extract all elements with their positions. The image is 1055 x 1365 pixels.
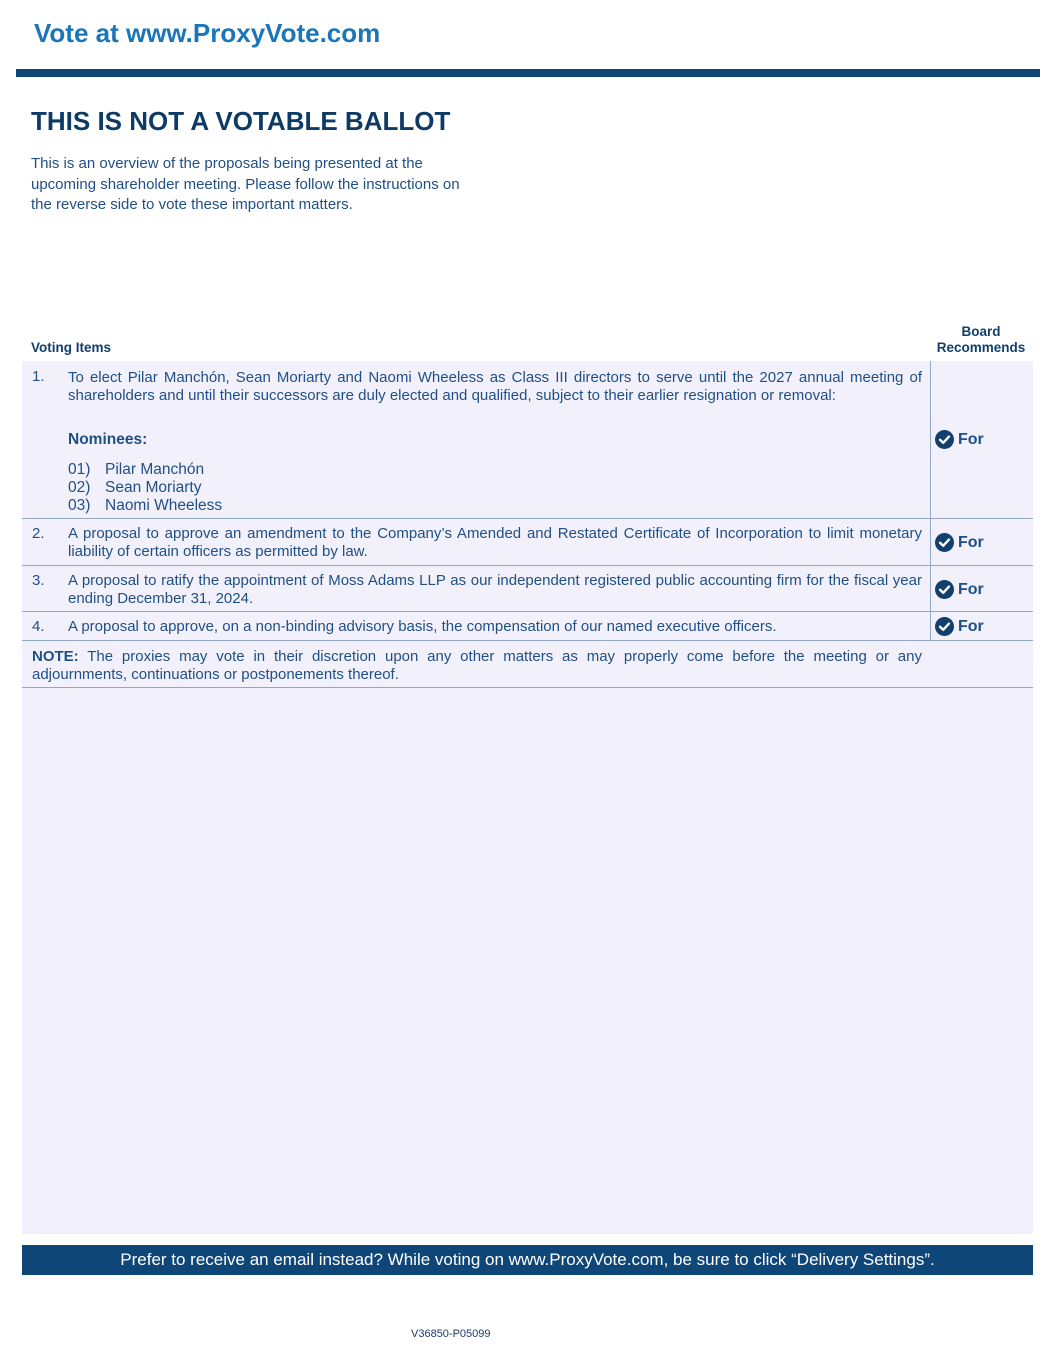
header-line: Recommends: [936, 340, 1026, 355]
note-body: The proxies may vote in their discretion upon any other matters as may properly come before the meeting or any adjournments, continuations or postponements thereof.: [32, 648, 922, 683]
item-text: A proposal to approve an amendment to the Company’s Amended and Restated Certificate of Incorporation to limit monetary liability of certain officers as permitted by law.: [68, 525, 922, 560]
item-text: A proposal to approve, on a non-binding advisory basis, the compensation of our named executive officers.: [68, 618, 777, 635]
nominees-label: Nominees:: [68, 431, 148, 448]
nominee-item: [68, 479, 201, 497]
voting-item-3: [22, 566, 1033, 612]
note-text: [32, 648, 922, 683]
board-recommendation: [935, 617, 984, 636]
email-delivery-banner: Prefer to receive an email instead? While voting on www.ProxyVote.com, be sure to click “Delivery Settings”.: [22, 1245, 1033, 1275]
intro-line: the reverse side to vote these important matters.: [31, 196, 353, 213]
check-circle-icon: [935, 617, 954, 636]
site-title: Vote at www.ProxyVote.com: [34, 18, 381, 48]
intro-line: This is an overview of the proposals being presented at the: [31, 155, 423, 172]
item-number: 2.: [32, 525, 45, 542]
column-divider: [930, 612, 931, 640]
item-text: To elect Pilar Manchón, Sean Moriarty and Naomi Wheeless as Class III directors to serve until the 2027 annual meeting of shareholders and until their successors are duly elected and qualified, subject to their earlier resignation or removal:: [68, 369, 922, 404]
check-circle-icon: [935, 533, 954, 552]
nominee-item: [68, 497, 222, 515]
header-line: Board: [961, 324, 1001, 339]
column-divider: [930, 566, 931, 611]
nominee-name: Sean Moriarty: [105, 479, 202, 496]
nominee-number: 03): [68, 497, 91, 514]
nominee-name: Naomi Wheeless: [105, 497, 223, 514]
nominee-number: 01): [68, 461, 91, 478]
note-label: NOTE:: [32, 648, 79, 665]
intro-text: [31, 154, 521, 216]
recommendation-label: For: [958, 533, 984, 551]
nominee-number: 02): [68, 479, 91, 496]
item-number: 3.: [32, 572, 45, 589]
item-number: 4.: [32, 618, 45, 635]
board-recommendation: [935, 580, 984, 599]
check-circle-icon: [935, 430, 954, 449]
intro-line: upcoming shareholder meeting. Please follow the instructions on: [31, 175, 460, 193]
document-code: V36850-P05099: [411, 1328, 491, 1340]
board-recommends-header: [930, 324, 1032, 356]
header-rule: [16, 69, 1040, 77]
nominee-name: Pilar Manchón: [105, 461, 205, 478]
check-circle-icon: [935, 580, 954, 599]
board-recommendation: [935, 430, 984, 449]
item-number: 1.: [32, 368, 45, 385]
voting-item-4: [22, 612, 1033, 641]
note-row: [22, 641, 1033, 688]
column-divider: [930, 361, 931, 518]
notice-title: THIS IS NOT A VOTABLE BALLOT: [31, 106, 451, 136]
voting-items-header: Voting Items: [31, 340, 112, 355]
item-text: A proposal to ratify the appointment of Moss Adams LLP as our independent registered public accounting firm for the fiscal year ending December 31, 2024.: [68, 572, 922, 607]
recommendation-label: For: [958, 580, 984, 598]
recommendation-label: For: [958, 430, 984, 448]
board-recommendation: [935, 533, 984, 552]
voting-item-2: [22, 519, 1033, 566]
nominee-item: [68, 461, 204, 479]
column-divider: [930, 519, 931, 565]
recommendation-label: For: [958, 617, 984, 635]
voting-item-1: [22, 361, 1033, 519]
